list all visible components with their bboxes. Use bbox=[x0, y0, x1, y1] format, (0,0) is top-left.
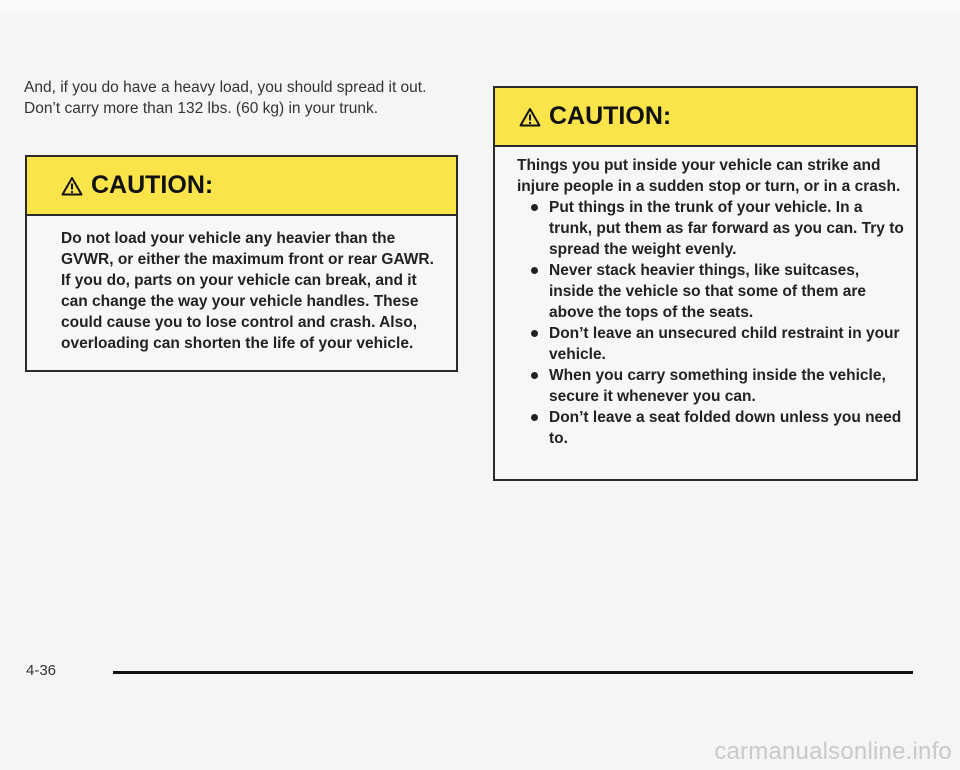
bullet-item: Never stack heavier things, like suitcases, inside the vehicle so that some of them are above the tops of the seats. bbox=[517, 260, 904, 323]
footer-rule bbox=[113, 671, 913, 674]
bullet-item: Don’t leave an unsecured child restraint in your vehicle. bbox=[517, 323, 904, 365]
warning-triangle-icon bbox=[519, 107, 541, 127]
bullet-item: When you carry something inside the vehicle, secure it whenever you can. bbox=[517, 365, 904, 407]
intro-paragraph: And, if you do have a heavy load, you should spread it out. Don’t carry more than 132 lbs. (60 kg) in your trunk. bbox=[24, 79, 427, 117]
bullet-item: Don’t leave a seat folded down unless you need to. bbox=[517, 407, 904, 449]
caution-header bbox=[27, 157, 456, 216]
caution-title: CAUTION: bbox=[549, 102, 672, 130]
watermark: carmanualsonline.info bbox=[714, 738, 952, 765]
caution-box-cargo bbox=[493, 86, 918, 481]
page-number: 4-36 bbox=[26, 662, 57, 679]
caution-body: Do not load your vehicle any heavier than the GVWR, or either the maximum front or rear GAWR. If you do, parts on your vehicle can break, and it can change the way your vehicle handles. These could cause you to lose control and crash. Also, overloading can shorten the life of your vehicle. bbox=[61, 230, 434, 352]
warning-triangle-icon bbox=[61, 176, 83, 196]
caution-box-load-limit bbox=[25, 155, 458, 372]
caution-bullet-list bbox=[517, 197, 904, 449]
caution-title: CAUTION: bbox=[91, 171, 214, 199]
page-top-strip bbox=[0, 0, 960, 12]
caution-intro: Things you put inside your vehicle can strike and injure people in a sudden stop or turn, or in a crash. bbox=[517, 157, 901, 195]
caution-header bbox=[495, 88, 916, 147]
bullet-item: Put things in the trunk of your vehicle. In a trunk, put them as far forward as you can. Try to spread the weight evenly. bbox=[517, 197, 904, 260]
caution-body bbox=[495, 147, 916, 449]
